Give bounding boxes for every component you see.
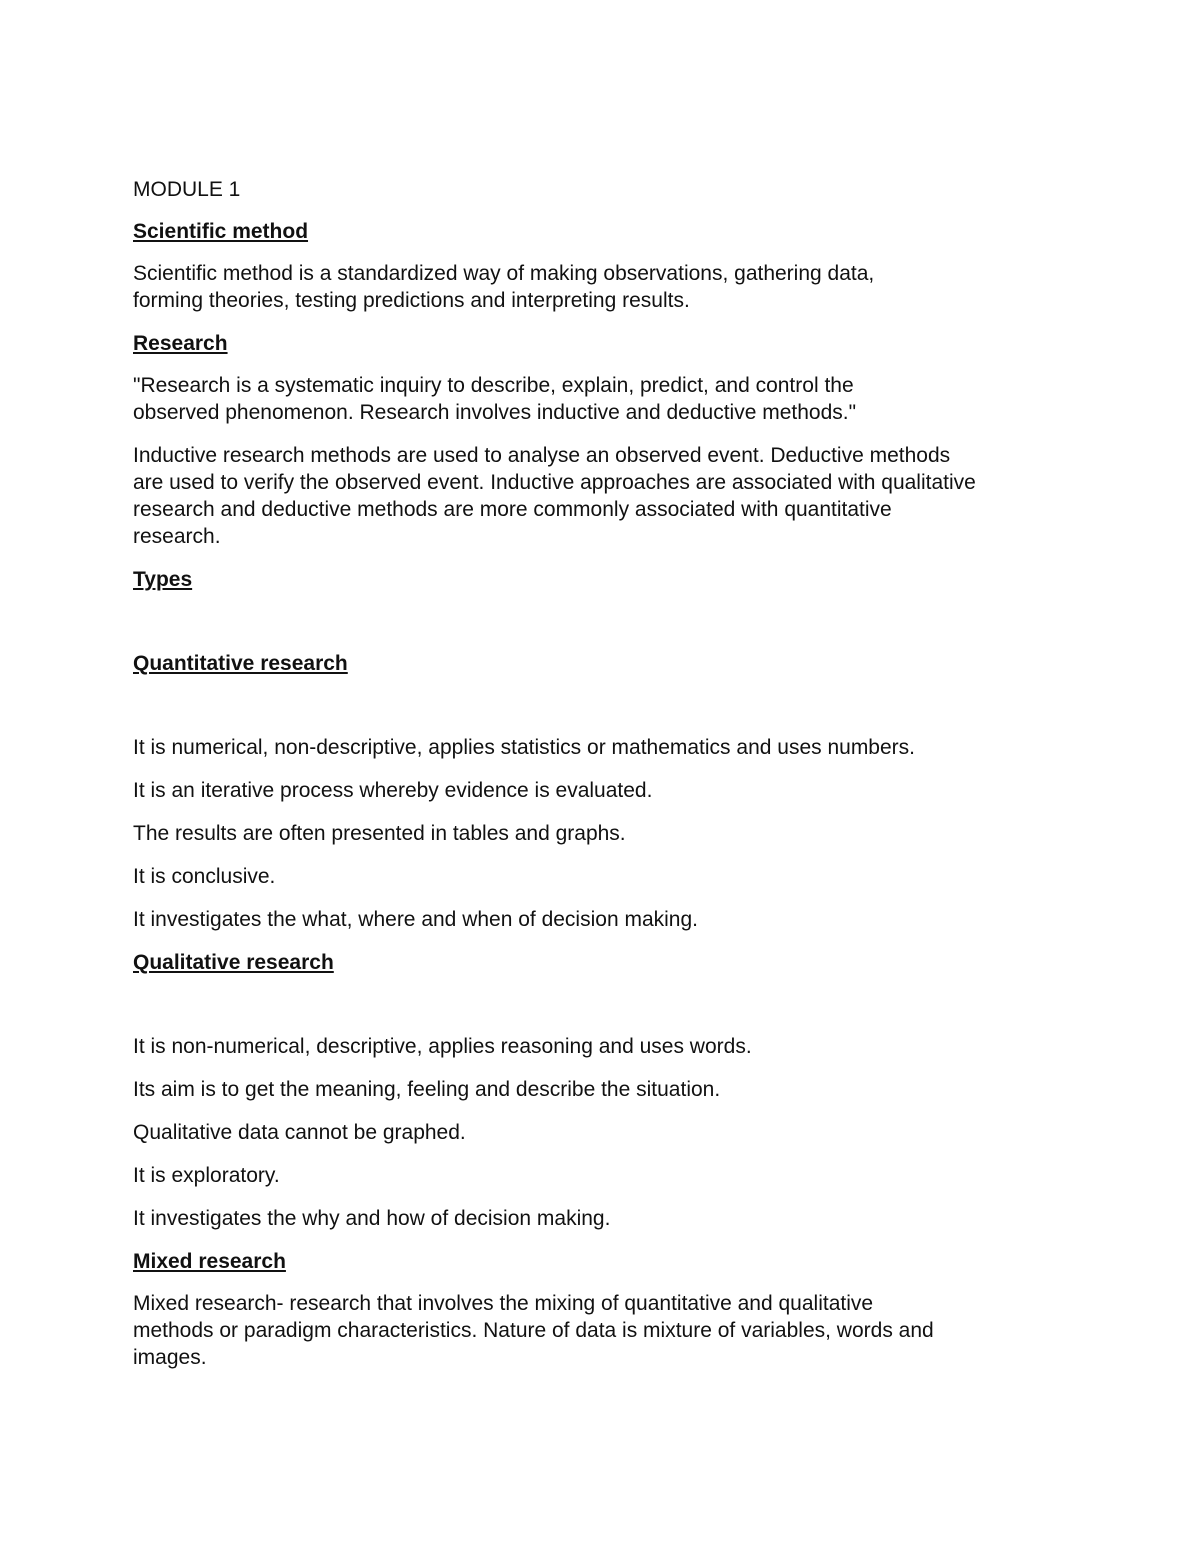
qualitative-line: It investigates the why and how of decision making. — [133, 1207, 611, 1230]
quantitative-lines — [133, 734, 1013, 933]
heading-quantitative-research: Quantitative research — [133, 652, 348, 675]
heading-research: Research — [133, 332, 228, 355]
qualitative-line: It is non-numerical, descriptive, applies reasoning and uses words. — [133, 1035, 752, 1058]
quantitative-line: It is conclusive. — [133, 865, 276, 888]
qualitative-lines — [133, 1033, 1013, 1232]
heading-qualitative-research: Qualitative research — [133, 951, 334, 974]
quantitative-line: It is an iterative process whereby evidence is evaluated. — [133, 779, 653, 802]
document-page — [133, 176, 1013, 1387]
heading-types: Types — [133, 568, 193, 591]
qualitative-line: It is exploratory. — [133, 1164, 280, 1187]
mixed-research-paragraph: Mixed research- research that involves the mixing of quantitative and qualitative methods or paradigm characteristics. Nature of data is mixture of variables, words and images. — [133, 1292, 934, 1369]
quantitative-line: It investigates the what, where and when of decision making. — [133, 908, 698, 931]
scientific-method-paragraph: Scientific method is a standardized way of making observations, gathering data, forming theories, testing predictions and interpreting results. — [133, 262, 875, 312]
qualitative-line: Qualitative data cannot be graphed. — [133, 1121, 466, 1144]
research-quote: "Research is a systematic inquiry to describe, explain, predict, and control the observed phenomenon. Research involves inductive and deductive methods." — [133, 374, 857, 424]
heading-scientific-method: Scientific method — [133, 220, 309, 243]
quantitative-line: It is numerical, non-descriptive, applies statistics or mathematics and uses numbers. — [133, 736, 915, 759]
heading-mixed-research: Mixed research — [133, 1250, 286, 1273]
qualitative-line: Its aim is to get the meaning, feeling and describe the situation. — [133, 1078, 721, 1101]
module-title: MODULE 1 — [133, 178, 241, 201]
quantitative-line: The results are often presented in tables and graphs. — [133, 822, 626, 845]
research-paragraph: Inductive research methods are used to analyse an observed event. Deductive methods are used to verify the observed event. Inductive approaches are associated with qualitative research and deductive methods are more commonly associated with quantitative research. — [133, 444, 976, 548]
